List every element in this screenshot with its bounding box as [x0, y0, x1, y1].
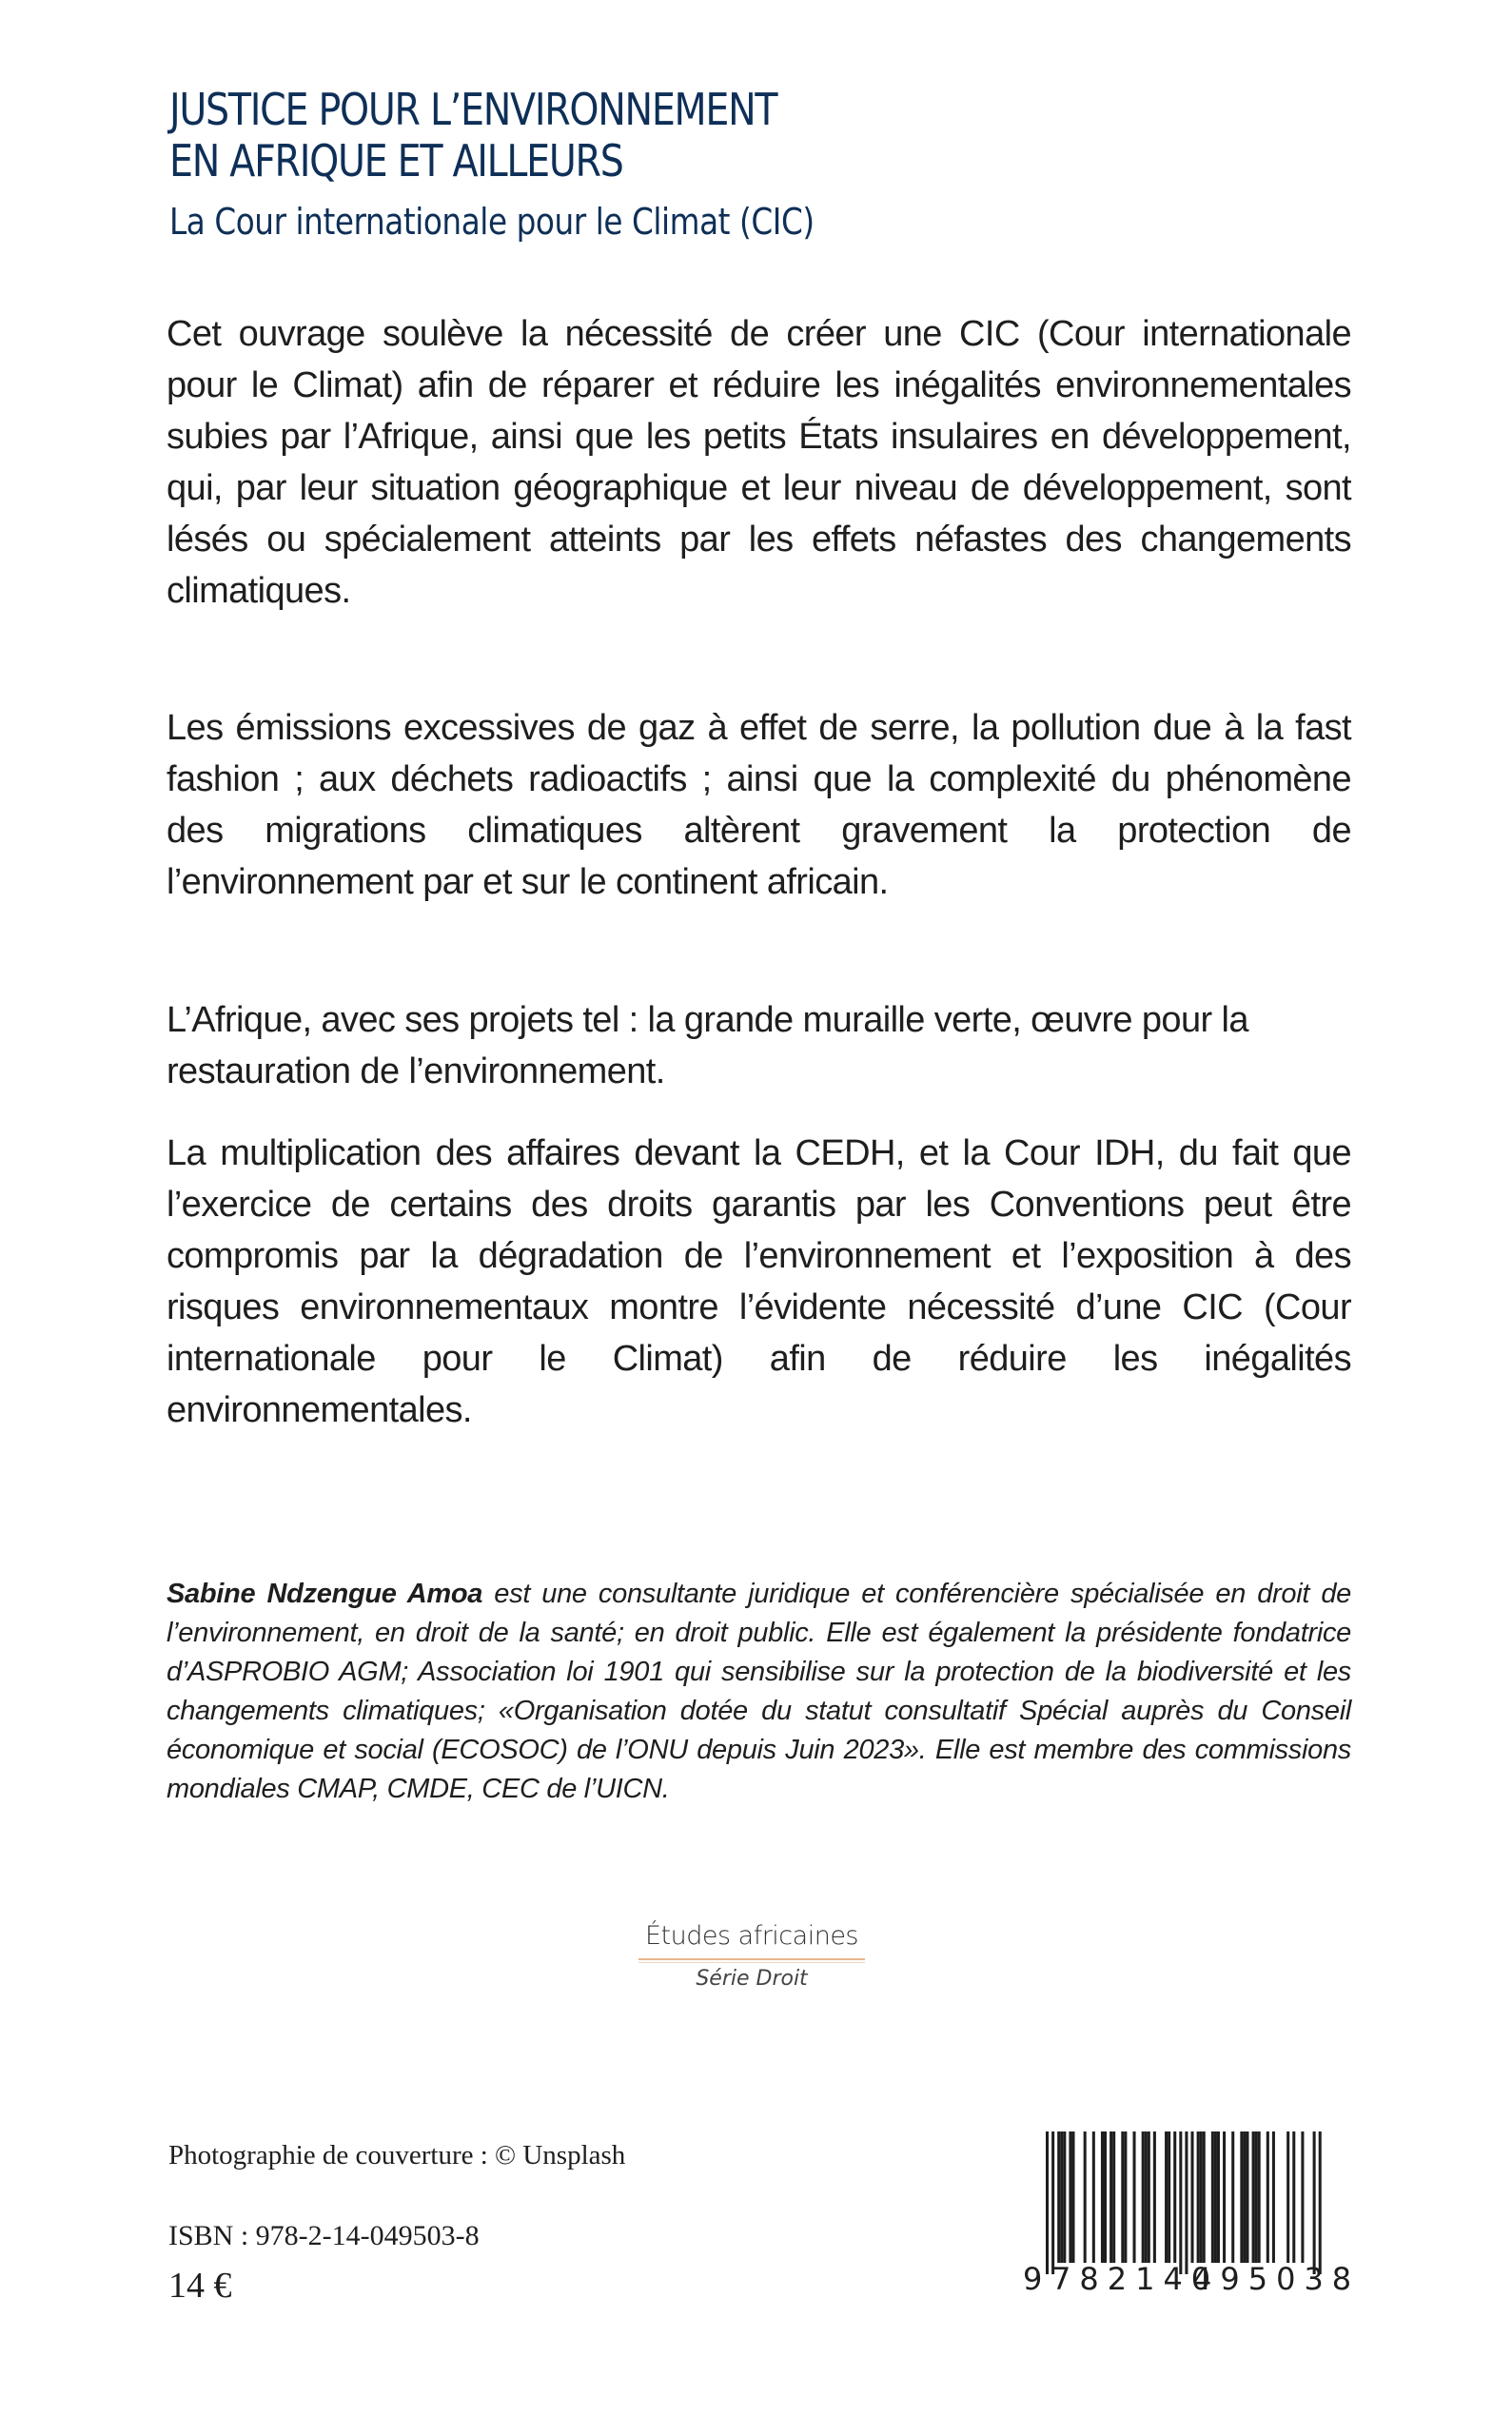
barcode-bar — [1084, 2131, 1087, 2263]
barcode-bar — [1101, 2131, 1104, 2263]
title-line-2: EN AFRIQUE ET AILLEURS — [169, 135, 623, 187]
series-name: Études africaines — [645, 1921, 858, 1951]
barcode-bar — [1240, 2131, 1243, 2263]
barcode-bar — [1145, 2131, 1148, 2263]
barcode-bar — [1112, 2131, 1115, 2263]
summary-paragraph — [167, 308, 1351, 617]
summary-paragraph-1-text: Cet ouvrage soulève la nécessité de créer une CIC (Cour internationale pour le Climat) afin de réparer et réduire les inégalités environnementales subies par l’Afrique, ainsi que les petits États insulaires en développement, qui, par leur situation géographique et leur niveau de développement, sont lésés ou spécialement atteints par les effets néfastes des changements climatiques. — [167, 314, 1351, 611]
author-bio — [167, 1575, 1351, 1809]
barcode-bar — [1092, 2131, 1095, 2263]
summary-paragraph-2-text: Les émissions excessives de gaz à effet de serre, la pollution due à la fast fashion ; aux déchets radioactifs ; ainsi que la complexité du phénomène des migrations climatiques altèrent gravement la protection de l’environnement par et sur le continent africain. — [167, 708, 1351, 902]
barcode-bar — [1109, 2131, 1112, 2263]
barcode-bar — [1173, 2131, 1176, 2263]
barcode-bar — [1258, 2131, 1261, 2263]
barcode-bar — [1057, 2131, 1060, 2263]
barcode-bar — [1071, 2131, 1074, 2263]
series-subtitle: Série Droit — [696, 1967, 808, 1991]
barcode-digits-left: 782140 — [1051, 2261, 1220, 2297]
barcode-bar — [1179, 2131, 1182, 2274]
barcode-bar — [1252, 2131, 1255, 2263]
barcode-bar — [1286, 2131, 1289, 2263]
series-logo — [609, 1920, 894, 1995]
isbn: ISBN : 978-2-14-049503-8 — [168, 2220, 480, 2251]
barcode-bar — [1165, 2131, 1168, 2263]
barcode-bar — [1051, 2131, 1054, 2274]
summary-paragraph-3-text: L’Afrique, avec ses projets tel : la grande muraille verte, œuvre pour la restauration de l’environnement. — [167, 1000, 1248, 1091]
summary-paragraph-4-text: La multiplication des affaires devant la CEDH, et la Cour IDH, du fait que l’exercice de certains des droits garantis par les Conventions peut être compromis par la dégradation de l’environnement et l’exposition à des risques environnementaux montre l’évidente nécessité d’une CIC (Cour internationale pour le Climat) afin de réduire les inégalités environnementales. — [167, 1133, 1351, 1430]
barcode-bar — [1133, 2131, 1136, 2263]
barcode-bar — [1255, 2131, 1258, 2263]
barcode-bar — [1069, 2131, 1071, 2263]
barcode-bar — [1217, 2131, 1220, 2263]
barcode-bar — [1223, 2131, 1226, 2263]
barcode-bar — [1200, 2131, 1203, 2263]
barcode-bar — [1148, 2131, 1150, 2263]
barcode-digit-first: 9 — [1023, 2261, 1045, 2297]
barcode-bar — [1104, 2131, 1107, 2263]
barcode-bar — [1214, 2131, 1217, 2263]
barcode-bar — [1203, 2131, 1206, 2263]
barcode-bar — [1142, 2131, 1145, 2263]
barcode-bars — [1023, 2131, 1332, 2274]
barcode — [1023, 2131, 1361, 2303]
barcode-bar — [1231, 2131, 1234, 2263]
barcode-bar — [1267, 2131, 1269, 2263]
barcode-bar — [1292, 2131, 1295, 2263]
barcode-bar — [1046, 2131, 1049, 2274]
barcode-digits-right: 495038 — [1192, 2261, 1361, 2297]
author-bio-text: est une consultante juridique et conférencière spécialisée en droit de l’environnement, en droit de la santé; en droit public. Elle est également la présidente fondatrice d’ASPROBIO AGM; Association loi 1901 qui sensibilise sur la protection de la biodiversité et les changements climatiques; «Organisation dotée du statut consultatif Spécial auprès du Conseil économique et social (ECOSOC) de l’ONU depuis Juin 2023». Elle est membre des commissions mondiales CMAP, CMDE, CEC de l’UICN. — [167, 1579, 1351, 1804]
book-title — [169, 84, 1184, 187]
barcode-bar — [1246, 2131, 1248, 2263]
barcode-bar — [1153, 2131, 1156, 2263]
barcode-bar — [1121, 2131, 1124, 2263]
summary-paragraph — [167, 702, 1351, 908]
author-name: Sabine Ndzengue Amoa — [167, 1579, 483, 1609]
barcode-bar — [1060, 2131, 1063, 2263]
barcode-bar — [1272, 2131, 1275, 2263]
barcode-bar — [1124, 2131, 1127, 2263]
barcode-bar — [1168, 2131, 1170, 2263]
barcode-digits — [1023, 2261, 1361, 2297]
price: 14 € — [168, 2266, 232, 2306]
series-divider — [638, 1958, 865, 1960]
barcode-bar — [1211, 2131, 1214, 2263]
barcode-bar — [1063, 2131, 1066, 2263]
summary-paragraph — [167, 1128, 1351, 1436]
barcode-bar — [1197, 2131, 1200, 2263]
barcode-bar — [1313, 2131, 1316, 2274]
photo-credit: Photographie de couverture : © Unsplash — [168, 2140, 626, 2170]
barcode-bar — [1301, 2131, 1304, 2263]
barcode-bar — [1191, 2131, 1194, 2263]
barcode-bar — [1319, 2131, 1322, 2274]
book-subtitle: La Cour internationale pour le Climat (CIC) — [169, 201, 815, 243]
barcode-bar — [1185, 2131, 1188, 2274]
summary-paragraph — [167, 994, 1351, 1097]
barcode-bar — [1243, 2131, 1246, 2263]
title-line-1: JUSTICE POUR L’ENVIRONNEMENT — [169, 84, 777, 135]
